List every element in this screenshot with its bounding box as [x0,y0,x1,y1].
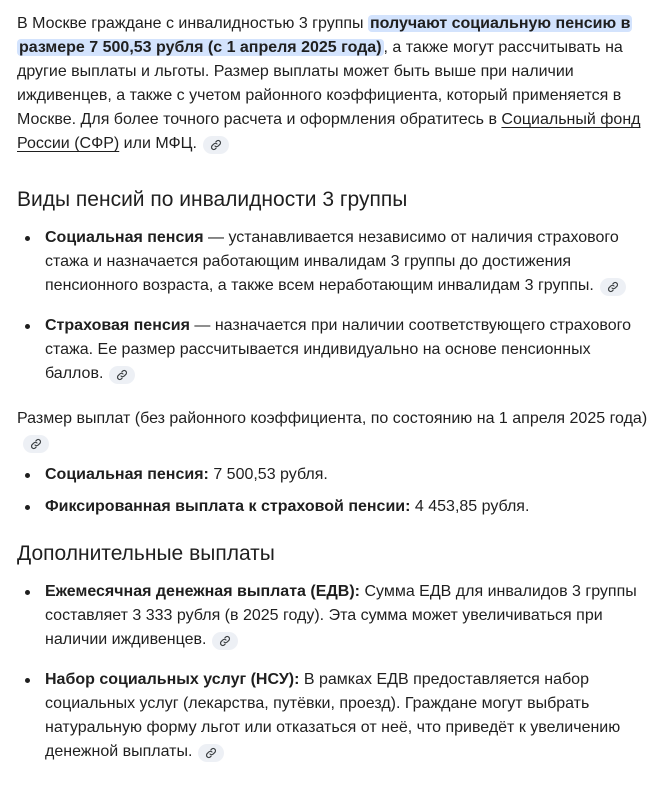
list-item [17,580,648,652]
item-text: — назначается при наличии соответствующего страхового стажа. Ее размер рассчитывается индивидуально на основе пенсионных баллов. [45,317,631,382]
source-link-button[interactable] [23,435,49,453]
item-text: Сумма ЕДВ для инвалидов 3 группы составляет 3 333 рубля (в 2025 году). Эта сумма может увеличиваться при наличии иждивенцев. [45,583,637,648]
item-title: Набор социальных услуг (НСУ): [45,671,300,688]
additional-payments-list [17,580,648,764]
item-title: Фиксированная выплата к страховой пенсии: [45,498,411,515]
item-text: 4 453,85 рубля. [410,498,530,515]
section-heading-pension-types: Виды пенсий по инвалидности 3 группы [17,188,408,211]
source-link-button[interactable] [203,136,229,154]
intro-text-start: В Москве граждане с инвалидностью 3 группы [17,15,368,32]
pension-types-list [17,226,648,386]
source-link-button[interactable] [198,744,224,762]
link-icon [607,281,619,293]
source-link-button[interactable] [109,366,135,384]
item-title: Страховая пенсия [45,317,190,334]
list-item [17,226,648,298]
link-icon [30,438,42,450]
source-link-button[interactable] [600,278,626,296]
payments-intro-text: Размер выплат (без районного коэффициента, по состоянию на 1 апреля 2025 года) [17,410,648,427]
item-title: Социальная пенсия: [45,466,209,483]
source-link-button[interactable] [212,632,238,650]
list-item [17,668,648,764]
highlighted-answer: получают социальную пенсию в размере 7 500,53 рубля (с 1 апреля 2025 года) [19,15,631,56]
payments-intro-paragraph [17,407,648,455]
item-text: 7 500,53 рубля. [208,466,328,483]
link-icon [219,635,231,647]
item-text: — устанавливается независимо от наличия страхового стажа и назначается работающим инвалидам 3 группы до достижения пенсионного возраста, а также всем неработающим инвалидам 3 группы. [45,229,619,294]
list-item [17,463,648,487]
link-icon [205,747,217,759]
intro-text-end: или МФЦ. [119,135,197,152]
sfr-link[interactable]: Социальный фонд России (СФР) [17,111,641,152]
list-item [17,495,648,519]
intro-paragraph [17,12,648,156]
link-icon [210,139,222,151]
section-heading-additional-payments: Дополнительные выплаты [17,542,275,565]
intro-text-middle: , а также могут рассчитывать на другие выплаты и льготы. Размер выплаты может быть выше при наличии иждивенцев, а также с учетом районного коэффициента, который применяется в Москве. Для более точного расчета и оформления обратитесь в [17,39,623,128]
payment-amounts-list [17,463,648,519]
item-text: В рамках ЕДВ предоставляется набор социальных услуг (лекарства, путёвки, проезд). Граждане могут выбрать натуральную форму льгот или отказаться от неё, что приведёт к увеличению денежной выплаты. [45,671,621,760]
list-item [17,314,648,386]
link-icon [116,369,128,381]
item-title: Социальная пенсия [45,229,204,246]
item-title: Ежемесячная денежная выплата (ЕДВ): [45,583,360,600]
